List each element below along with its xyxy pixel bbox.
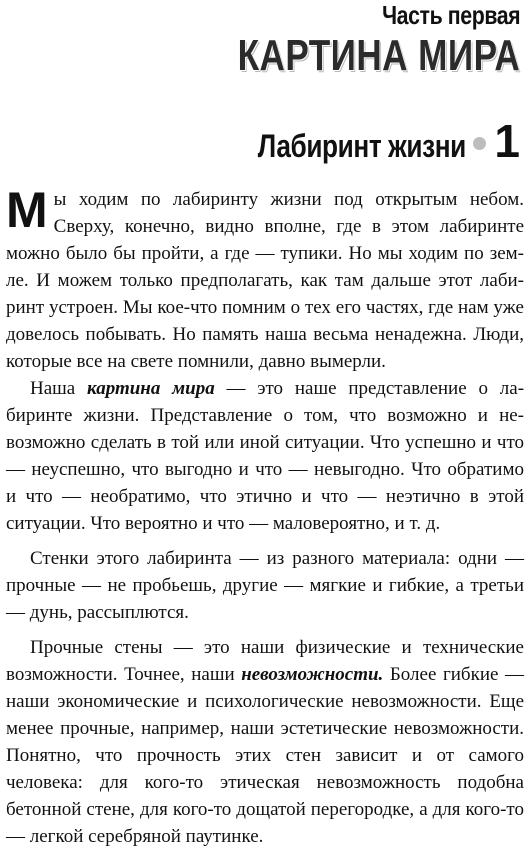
part-title: КАРТИНА МИРА	[237, 31, 520, 80]
paragraph-2	[6, 375, 524, 537]
bullet-icon	[473, 137, 486, 150]
paragraph-2-emphasis: картина мира	[87, 378, 215, 399]
paragraph-4-after: Более гибкие — наши экономические и психологические невозможности. Еще менее прочные, например, наши эстетические невозможности. Понятно, что прочность этих стен зависит и от самого человека: для кого-то этическая невозможность подобна бетонной стене, для кого-то дощатой перегородке, а для кого-то — легкой серебряной паутинке.	[6, 664, 524, 847]
part-label: Часть первая	[381, 0, 520, 30]
chapter-number: 1	[494, 115, 520, 167]
paragraph-3: Стенки этого лабиринта — из разного материала: одни — прочные — не пробьешь, другие — мягкие и гибкие, а третьи — дунь, рассыплются.	[6, 548, 524, 623]
drop-cap: М	[6, 182, 48, 238]
paragraph-2-before: Наша	[30, 378, 88, 399]
paragraph-4-emphasis: невозможности.	[241, 664, 384, 685]
part-header	[167, 0, 520, 80]
chapter-title: Лабиринт жизни	[257, 128, 466, 164]
paragraph-2-after: — это наше представление о лабиринте жизни. Представление о том, что возможно и невозможно сделать в той или иной ситуации. Что успешно и что — неуспешно, что выгодно и что — невыгодно. Что обратимо и что — необратимо, что этично и что — неэтично в этой ситуации. Что вероятно и что — маловероятно, и т. д.	[6, 378, 525, 534]
paragraph-4	[6, 634, 524, 850]
paragraph-4-before: Прочные стены — это наши физические и технические возможности. Точнее, наши	[6, 637, 524, 685]
chapter-heading	[212, 115, 520, 167]
paragraph-1	[6, 182, 524, 375]
body-text	[6, 182, 525, 850]
paragraph-1-text: ы ходим по лабиринту жизни под открытым небом. Сверху, конечно, видно вполне, где в этом лабиринте можно было бы пройти, а где — тупики. Но мы ходим по земле. И можем только предполагать, как там дальше этот лабиринт устроен. Мы кое-что помним о тех его частях, где нам уже довелось побывать. Но память наша весьма ненадежна. Люди, которые все на свете помнили, давно вымерли.	[6, 189, 524, 372]
